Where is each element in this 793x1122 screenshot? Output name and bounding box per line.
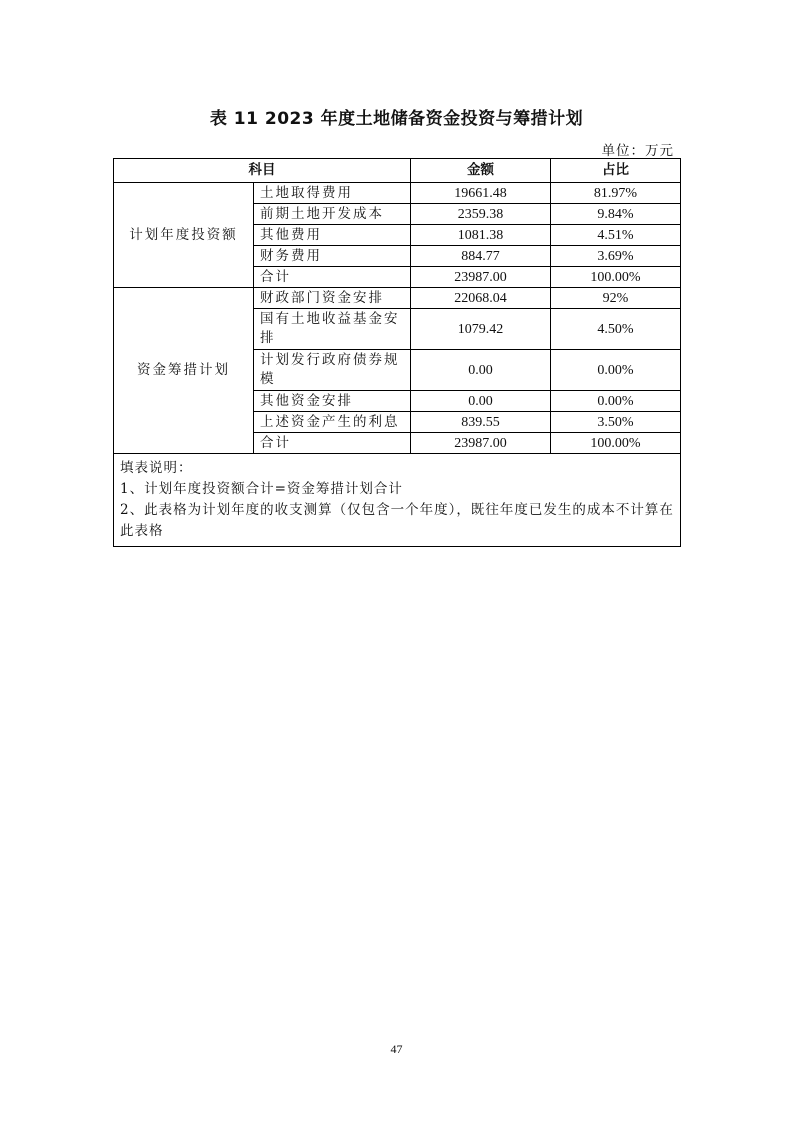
table-header-row [114, 159, 681, 183]
header-amount: 金额 [411, 159, 551, 183]
ratio-cell: 92% [551, 288, 681, 309]
ratio-cell: 4.51% [551, 225, 681, 246]
amount-cell: 19661.48 [411, 183, 551, 204]
amount-cell: 0.00 [411, 391, 551, 412]
table-row [114, 183, 681, 204]
item-cell: 合计 [254, 267, 411, 288]
item-cell: 其他费用 [254, 225, 411, 246]
ratio-cell: 0.00% [551, 350, 681, 391]
notes-line-2: 2、此表格为计划年度的收支测算（仅包含一个年度），既往年度已发生的成本不计算在此表格 [120, 502, 674, 539]
notes-heading: 填表说明： [120, 460, 193, 476]
notes-row [114, 454, 681, 547]
item-cell: 计划发行政府债券规模 [254, 350, 411, 391]
amount-cell: 22068.04 [411, 288, 551, 309]
item-cell: 其他资金安排 [254, 391, 411, 412]
category-investment: 计划年度投资额 [114, 183, 254, 288]
ratio-cell: 3.50% [551, 412, 681, 433]
amount-cell: 23987.00 [411, 433, 551, 454]
item-cell: 上述资金产生的利息 [254, 412, 411, 433]
amount-cell: 1079.42 [411, 309, 551, 350]
ratio-cell: 3.69% [551, 246, 681, 267]
unit-label: 单位：万元 [601, 143, 674, 159]
item-cell: 国有土地收益基金安排 [254, 309, 411, 350]
notes-line-1: 1、计划年度投资额合计=资金筹措计划合计 [120, 481, 403, 497]
amount-cell: 0.00 [411, 350, 551, 391]
ratio-cell: 0.00% [551, 391, 681, 412]
ratio-cell: 100.00% [551, 433, 681, 454]
amount-cell: 1081.38 [411, 225, 551, 246]
ratio-cell: 81.97% [551, 183, 681, 204]
ratio-cell: 9.84% [551, 204, 681, 225]
item-cell: 财政部门资金安排 [254, 288, 411, 309]
header-subject: 科目 [114, 159, 411, 183]
ratio-cell: 4.50% [551, 309, 681, 350]
table-row [114, 288, 681, 309]
item-cell: 合计 [254, 433, 411, 454]
amount-cell: 2359.38 [411, 204, 551, 225]
header-ratio: 占比 [551, 159, 681, 183]
item-cell: 财务费用 [254, 246, 411, 267]
notes-cell [114, 454, 681, 547]
amount-cell: 839.55 [411, 412, 551, 433]
item-cell: 前期土地开发成本 [254, 204, 411, 225]
budget-table [113, 158, 681, 547]
ratio-cell: 100.00% [551, 267, 681, 288]
page-title: 表 11 2023 年度土地储备资金投资与筹措计划 [209, 109, 584, 129]
amount-cell: 884.77 [411, 246, 551, 267]
amount-cell: 23987.00 [411, 267, 551, 288]
page-number: 47 [390, 1042, 403, 1056]
item-cell: 土地取得费用 [254, 183, 411, 204]
category-funding: 资金筹措计划 [114, 288, 254, 454]
